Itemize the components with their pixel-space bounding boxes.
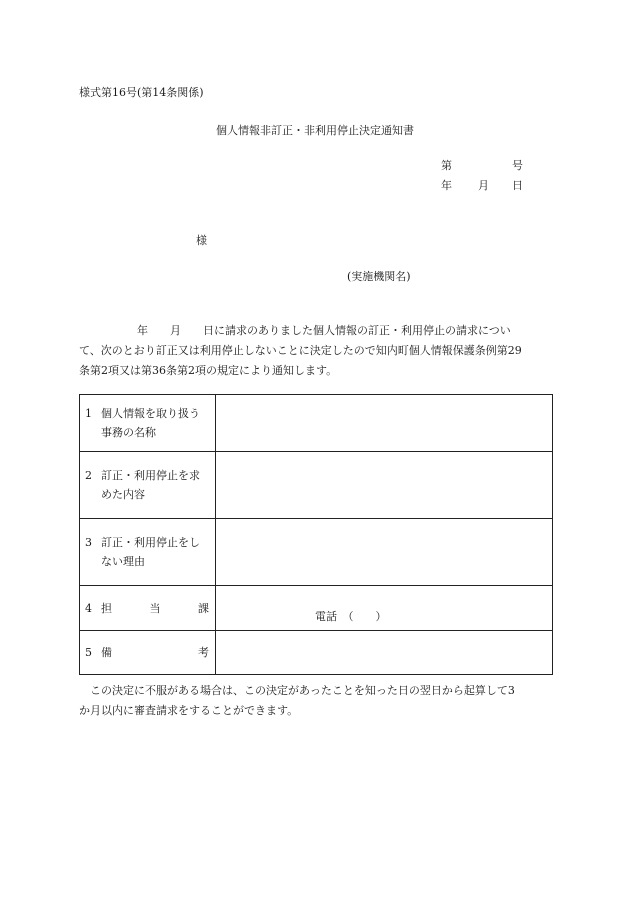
label-line: 個人情報を取り扱う bbox=[101, 407, 200, 420]
agency-name: (実施機関名) bbox=[347, 270, 411, 283]
label-line: 訂正・利用停止をし bbox=[101, 536, 200, 549]
label-line: めた内容 bbox=[101, 488, 145, 501]
row-label bbox=[80, 631, 216, 675]
label-char: 備 bbox=[101, 646, 112, 659]
row-label bbox=[80, 586, 216, 631]
row-number: 4 bbox=[85, 601, 92, 615]
body-line: 年 月 日に請求のありました個人情報の訂正・利用停止の請求につい bbox=[137, 324, 511, 337]
date-year: 年 bbox=[441, 179, 452, 192]
row-value-cell[interactable] bbox=[216, 519, 553, 586]
body-paragraph bbox=[79, 321, 555, 381]
label-line: 事務の名称 bbox=[101, 426, 156, 439]
row-number: 3 bbox=[85, 536, 92, 549]
label-line: ない理由 bbox=[101, 555, 145, 568]
notice-line: か月以内に審査請求をすることができます。 bbox=[79, 704, 299, 717]
row-label bbox=[80, 395, 216, 452]
row-value-cell[interactable] bbox=[216, 452, 553, 519]
date-month: 月 bbox=[478, 179, 489, 192]
details-table bbox=[79, 394, 553, 675]
row-label bbox=[80, 452, 216, 519]
body-line: 条第2項又は第36条第2項の規定により通知します。 bbox=[79, 364, 338, 377]
row-value-cell[interactable] bbox=[216, 631, 553, 675]
doc-number-suffix: 号 bbox=[512, 159, 523, 172]
appeal-notice bbox=[79, 681, 555, 721]
body-line: て、次のとおり訂正又は利用停止しないことに決定したので知内町個人情報保護条例第29 bbox=[79, 344, 522, 357]
table-row bbox=[80, 395, 553, 452]
form-number: 様式第16号(第14条関係) bbox=[79, 86, 204, 99]
doc-number-prefix: 第 bbox=[441, 159, 452, 172]
row-number: 2 bbox=[85, 469, 92, 482]
table-row bbox=[80, 631, 553, 675]
label-line: 訂正・利用停止を求 bbox=[101, 469, 200, 482]
notice-line: この決定に不服がある場合は、この決定があったことを知った日の翌日から起算して3 bbox=[90, 684, 515, 697]
row-number: 5 bbox=[85, 646, 92, 659]
table-row bbox=[80, 519, 553, 586]
label-char: 課 bbox=[198, 601, 209, 615]
date-day: 日 bbox=[512, 179, 523, 192]
row-value-cell[interactable] bbox=[216, 395, 553, 452]
row-label bbox=[80, 519, 216, 586]
label-char: 担 bbox=[101, 601, 112, 615]
phone-field-label: 電話 （ ） bbox=[315, 610, 387, 623]
row-number: 1 bbox=[85, 407, 92, 420]
label-char: 当 bbox=[149, 601, 161, 615]
label-char: 考 bbox=[198, 646, 209, 659]
recipient-suffix: 様 bbox=[196, 234, 207, 247]
document-title: 個人情報非訂正・非利用停止決定通知書 bbox=[216, 124, 414, 137]
table-row bbox=[80, 452, 553, 519]
